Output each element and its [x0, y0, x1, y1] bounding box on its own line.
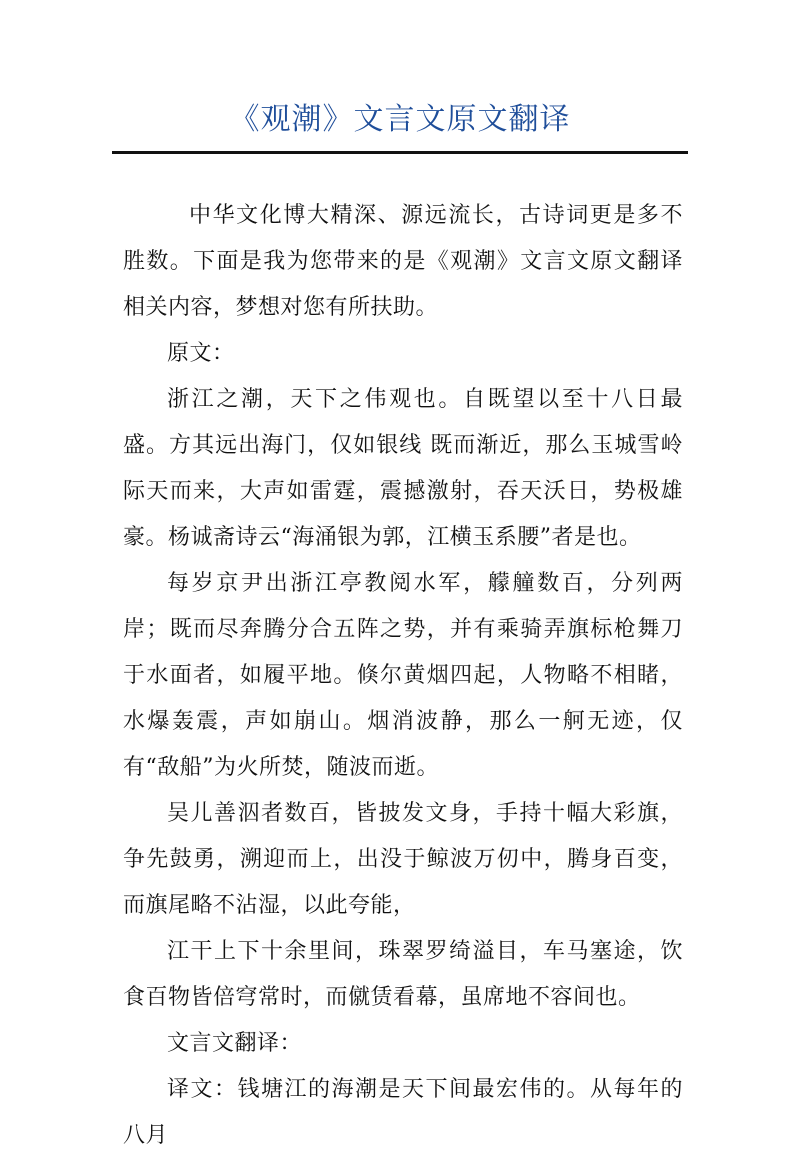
- paragraph-translation-1: 译文：钱塘江的海潮是天下间最宏伟的。从每年的八月: [123, 1077, 683, 1148]
- title-divider: [112, 151, 688, 154]
- paragraph-original-4: 江干上下十余里间，珠翠罗绮溢目，车马塞途，饮食百物皆倍穹常时，而僦赁看幕，虽席地不容间也。: [123, 939, 683, 1010]
- document-body: [123, 193, 683, 1159]
- paragraph-original-heading: 原文：: [167, 341, 235, 366]
- paragraph-original-2: 每岁京尹出浙江亭教阅水军，艨艟数百，分列两岸；既而尽奔腾分合五阵之势，并有乘骑弄旗标枪舞刀于水面者，如履平地。倏尔黄烟四起，人物略不相睹，水爆轰震，声如崩山。烟消波静，那么一舸无迹，仅有“敌船”为火所焚，随波而逝。: [123, 571, 683, 780]
- paragraph-original-3: 吴儿善泅者数百，皆披发文身，手持十幅大彩旗，争先鼓勇，溯迎而上，出没于鲸波万仞中，腾身百变，而旗尾略不沾湿，以此夸能，: [123, 801, 683, 918]
- paragraph-translation-heading: 文言文翻译：: [167, 1031, 303, 1056]
- paragraph-intro: 中华文化博大精深、源远流长，古诗词更是多不胜数。下面是我为您带来的是《观潮》文言文原文翻译相关内容，梦想对您有所扶助。: [123, 203, 683, 320]
- page-title: 《观潮》文言文原文翻译: [229, 102, 571, 137]
- paragraph-original-1: 浙江之潮，天下之伟观也。自既望以至十八日最盛。方其远出海门，仅如银线 既而渐近，那么玉城雪岭际天而来，大声如雷霆，震撼激射，吞天沃日，势极雄豪。杨诚斋诗云“海涌银为郭，江横玉系腰”者是也。: [123, 387, 683, 550]
